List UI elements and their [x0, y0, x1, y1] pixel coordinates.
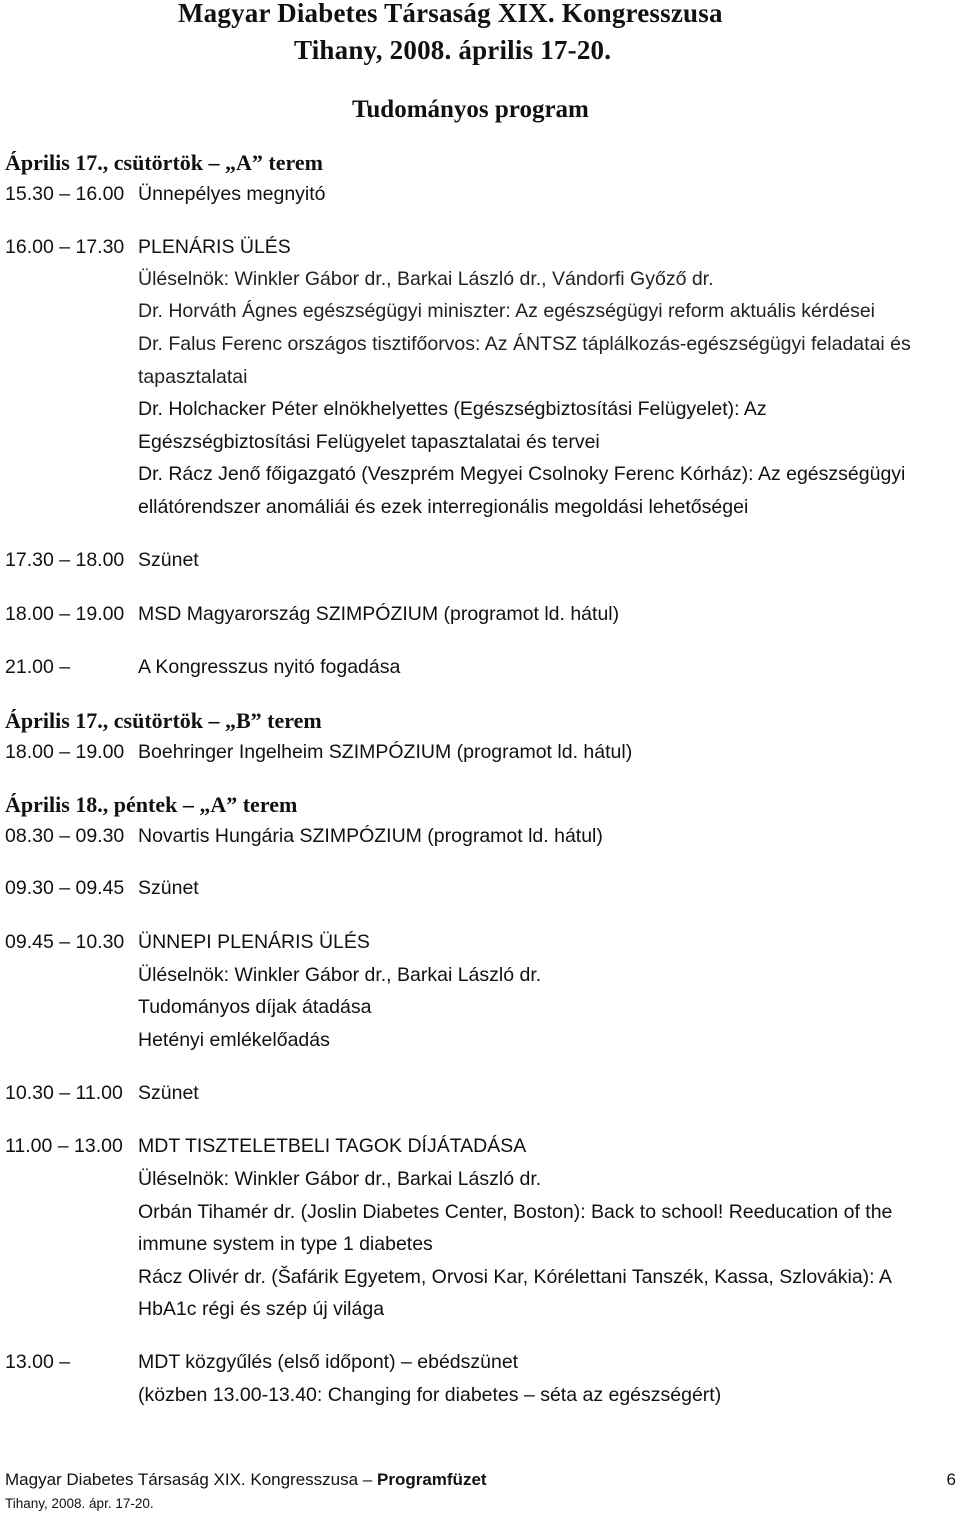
row-time: 13.00 –: [5, 1351, 71, 1373]
lecture-continuation: ellátórendszer anomáliái és ezek interregionális megoldási lehetőségei: [138, 496, 749, 518]
lecture: Rácz Olivér dr. (Šafárik Egyetem, Orvosi Kar, Kórélettani Tanszék, Kassa, Szlovákia): A: [138, 1266, 892, 1288]
program-row: [5, 549, 199, 572]
row-time: 11.00 – 13.00: [5, 1135, 123, 1157]
agenda-item: Tudományos díjak átadása: [138, 996, 372, 1018]
row-time: 08.30 – 09.30: [5, 825, 125, 847]
lecture-continuation: Egészségbiztosítási Felügyelet tapasztalatai és tervei: [138, 431, 600, 453]
agenda-note: (közben 13.00-13.40: Changing for diabetes – séta az egészségért): [138, 1384, 722, 1406]
row-text: PLENÁRIS ÜLÉS: [138, 236, 291, 258]
row-time: 09.30 – 09.45: [5, 877, 125, 899]
session-chairs: Üléselnök: Winkler Gábor dr., Barkai László dr., Vándorfi Győző dr.: [138, 268, 714, 290]
row-text: MDT közgyűlés (első időpont) – ebédszünet: [138, 1351, 519, 1373]
program-row: [5, 877, 199, 900]
row-text: Szünet: [138, 877, 199, 899]
row-text: Novartis Hungária SZIMPÓZIUM (programot ld. hátul): [138, 825, 603, 847]
row-time: 18.00 – 19.00: [5, 741, 125, 763]
footer-title: [5, 1470, 487, 1490]
day-heading: Április 18., péntek – „A” terem: [5, 792, 298, 817]
footer-bold: Programfüzet: [376, 1470, 487, 1489]
row-time: 10.30 – 11.00: [5, 1082, 123, 1104]
row-time: 16.00 – 17.30: [5, 236, 125, 258]
program-row: [5, 183, 326, 206]
row-time: 15.30 – 16.00: [5, 183, 125, 205]
session-chairs: Üléselnök: Winkler Gábor dr., Barkai László dr.: [138, 964, 542, 986]
program-row: [5, 825, 603, 848]
program-row: [5, 1135, 526, 1158]
lecture-continuation: immune system in type 1 diabetes: [138, 1233, 433, 1255]
day-heading: Április 17., csütörtök – „A” terem: [5, 150, 323, 175]
day-heading: Április 17., csütörtök – „B” terem: [5, 708, 322, 733]
row-time: 09.45 – 10.30: [5, 931, 125, 953]
footer-prefix: Magyar Diabetes Társaság XIX. Kongresszusa –: [5, 1470, 377, 1489]
agenda-item: Hetényi emlékelőadás: [138, 1029, 330, 1051]
program-row: [5, 1351, 518, 1374]
program-row: [5, 1082, 199, 1105]
row-time: 21.00 –: [5, 656, 71, 678]
page-number: 6: [946, 1470, 956, 1489]
congress-date-location: Tihany, 2008. április 17-20.: [294, 35, 612, 65]
row-text: Ünnepélyes megnyitó: [138, 183, 326, 205]
lecture: Dr. Falus Ferenc országos tisztifőorvos: Az ÁNTSZ táplálkozás-egészségügyi feladatai és: [138, 333, 911, 355]
row-text: ÜNNEPI PLENÁRIS ÜLÉS: [138, 931, 370, 953]
congress-title: Magyar Diabetes Társaság XIX. Kongresszusa: [178, 0, 723, 28]
row-text: Szünet: [138, 549, 199, 571]
footer-date: Tihany, 2008. ápr. 17-20.: [5, 1496, 154, 1511]
row-text: A Kongresszus nyitó fogadása: [138, 656, 401, 678]
lecture: Orbán Tihamér dr. (Joslin Diabetes Center, Boston): Back to school! Reeducation of the: [138, 1201, 893, 1223]
lecture: Dr. Rácz Jenő főigazgató (Veszprém Megyei Csolnoky Ferenc Kórház): Az egészségügyi: [138, 463, 906, 485]
row-text: Boehringer Ingelheim SZIMPÓZIUM (programot ld. hátul): [138, 741, 633, 763]
program-subtitle: Tudományos program: [352, 96, 589, 123]
program-row: [5, 656, 400, 679]
lecture-continuation: HbA1c régi és szép új világa: [138, 1298, 385, 1320]
program-row: [5, 931, 370, 954]
lecture-continuation: tapasztalatai: [138, 366, 248, 388]
program-row: [5, 603, 619, 626]
row-text: MDT TISZTELETBELI TAGOK DÍJÁTADÁSA: [138, 1135, 527, 1157]
row-time: 18.00 – 19.00: [5, 603, 125, 625]
row-text: Szünet: [138, 1082, 199, 1104]
lecture: Dr. Horváth Ágnes egészségügyi miniszter: Az egészségügyi reform aktuális kérdései: [138, 300, 876, 322]
lecture: Dr. Holchacker Péter elnökhelyettes (Egészségbiztosítási Felügyelet): Az: [138, 398, 767, 420]
program-row: [5, 236, 291, 259]
row-text: MSD Magyarország SZIMPÓZIUM (programot ld. hátul): [138, 603, 620, 625]
program-row: [5, 741, 632, 764]
row-time: 17.30 – 18.00: [5, 549, 125, 571]
session-chairs: Üléselnök: Winkler Gábor dr., Barkai László dr.: [138, 1168, 542, 1190]
